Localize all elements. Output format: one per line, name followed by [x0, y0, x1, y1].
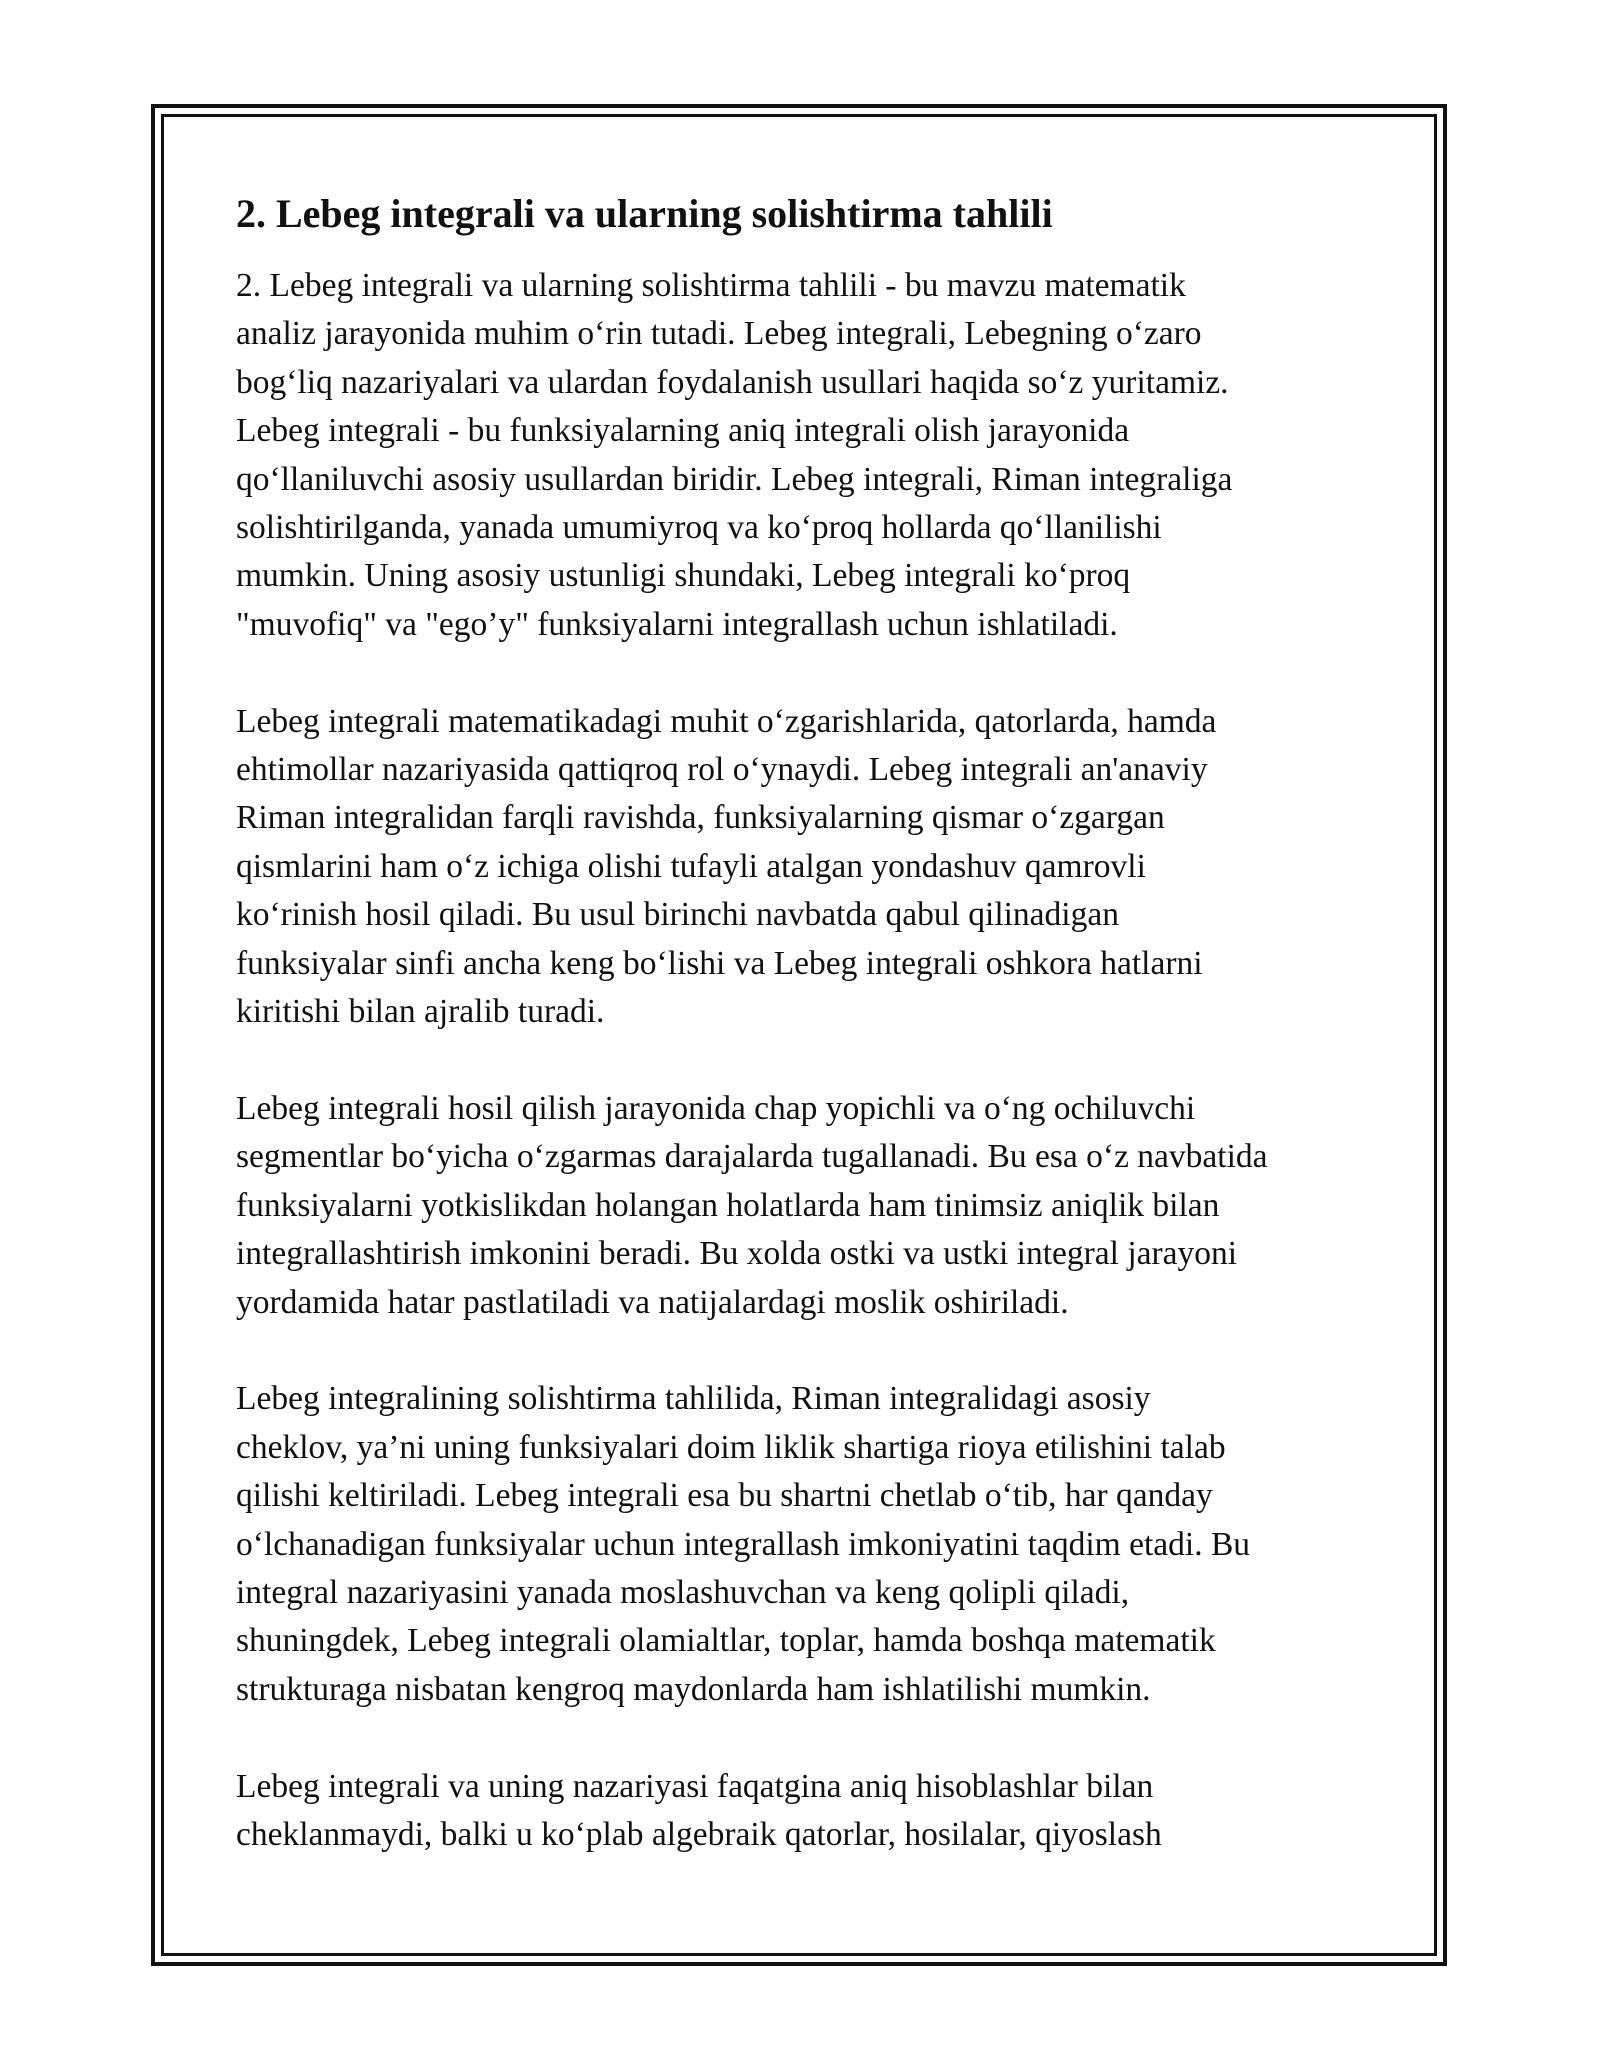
paragraph-2 — [236, 698, 1376, 1037]
text-line: cheklov, ya’ni uning funksiyalari doim liklik shartiga rioya etilishini talab — [236, 1428, 1226, 1466]
text-line: kiritishi bilan ajralib turadi. — [236, 993, 605, 1031]
text-line: segmentlar bo‘yicha o‘zgarmas darajalarda tugallanadi. Bu esa o‘z navbatida — [236, 1138, 1268, 1176]
text-line: qo‘llaniluvchi asosiy usullardan biridir. Lebeg integrali, Riman integraliga — [236, 460, 1233, 498]
text-line: ko‘rinish hosil qiladi. Bu usul birinchi navbatda qabul qilinadigan — [236, 896, 1119, 934]
text-line: integral nazariyasini yanada moslashuvchan va keng qolipli qiladi, — [236, 1573, 1130, 1611]
text-line: Riman integralidan farqli ravishda, funksiyalarning qismar o‘zgargan — [236, 799, 1165, 837]
text-line: ehtimollar nazariyasida qattiqroq rol o‘ynaydi. Lebeg integrali an'anaviy — [236, 751, 1208, 789]
text-line: qismlarini ham o‘z ichiga olishi tufayli atalgan yondashuv qamrovli — [236, 847, 1146, 885]
text-line: Lebeg integrali matematikadagi muhit o‘zgarishlarida, qatorlarda, hamda — [236, 702, 1217, 740]
text-line: strukturaga nisbatan kengroq maydonlarda ham ishlatilishi mumkin. — [236, 1670, 1151, 1708]
text-line: cheklanmaydi, balki u ko‘plab algebraik qatorlar, hosilalar, qiyoslash — [236, 1815, 1162, 1853]
section-heading: 2. Lebeg integrali va ularning solishtirma tahlili — [236, 191, 1053, 236]
text-line: Lebeg integrali - bu funksiyalarning aniq integrali olish jarayonida — [236, 412, 1130, 450]
text-line: integrallashtirish imkonini beradi. Bu xolda ostki va ustki integral jarayoni — [236, 1235, 1238, 1273]
text-line: solishtirilganda, yanada umumiyroq va ko‘proq hollarda qo‘llanilishi — [236, 509, 1162, 547]
text-line: bog‘liq nazariyalari va ulardan foydalanish usullari haqida so‘z yuritamiz. — [236, 363, 1229, 401]
text-line: Lebeg integrali hosil qilish jarayonida chap yopichli va o‘ng ochiluvchi — [236, 1089, 1196, 1127]
text-line: analiz jarayonida muhim o‘rin tutadi. Lebeg integrali, Lebegning o‘zaro — [236, 315, 1202, 353]
paragraph-5 — [236, 1763, 1376, 1860]
paragraph-4 — [236, 1375, 1376, 1714]
text-line: qilishi keltiriladi. Lebeg integrali esa bu shartni chetlab o‘tib, har qanday — [236, 1477, 1213, 1515]
text-line: funksiyalarni yotkislikdan holangan holatlarda ham tinimsiz aniqlik bilan — [236, 1186, 1220, 1224]
text-line: Lebeg integrali va uning nazariyasi faqatgina aniq hisoblashlar bilan — [236, 1767, 1154, 1805]
text-line: mumkin. Uning asosiy ustunligi shundaki, Lebeg integrali ko‘proq — [236, 557, 1131, 595]
text-line: yordamida hatar pastlatiladi va natijalardagi moslik oshiriladi. — [236, 1283, 1069, 1321]
text-line: shuningdek, Lebeg integrali olamialtlar, toplar, hamda boshqa matematik — [236, 1622, 1216, 1660]
text-line: o‘lchanadigan funksiyalar uchun integrallash imkoniyatini taqdim etadi. Bu — [236, 1525, 1251, 1563]
text-line: "muvofiq" va "ego’y" funksiyalarni integrallash uchun ishlatiladi. — [236, 605, 1118, 643]
paragraph-3 — [236, 1085, 1376, 1327]
paragraph-1 — [236, 262, 1376, 649]
text-line: funksiyalar sinfi ancha keng bo‘lishi va Lebeg integrali oshkora hatlarni — [236, 944, 1203, 982]
page-content — [236, 186, 1376, 1908]
text-line: 2. Lebeg integrali va ularning solishtirma tahlili - bu mavzu matematik — [236, 267, 1186, 304]
text-line: Lebeg integralining solishtirma tahlilida, Riman integralidagi asosiy — [236, 1380, 1151, 1418]
